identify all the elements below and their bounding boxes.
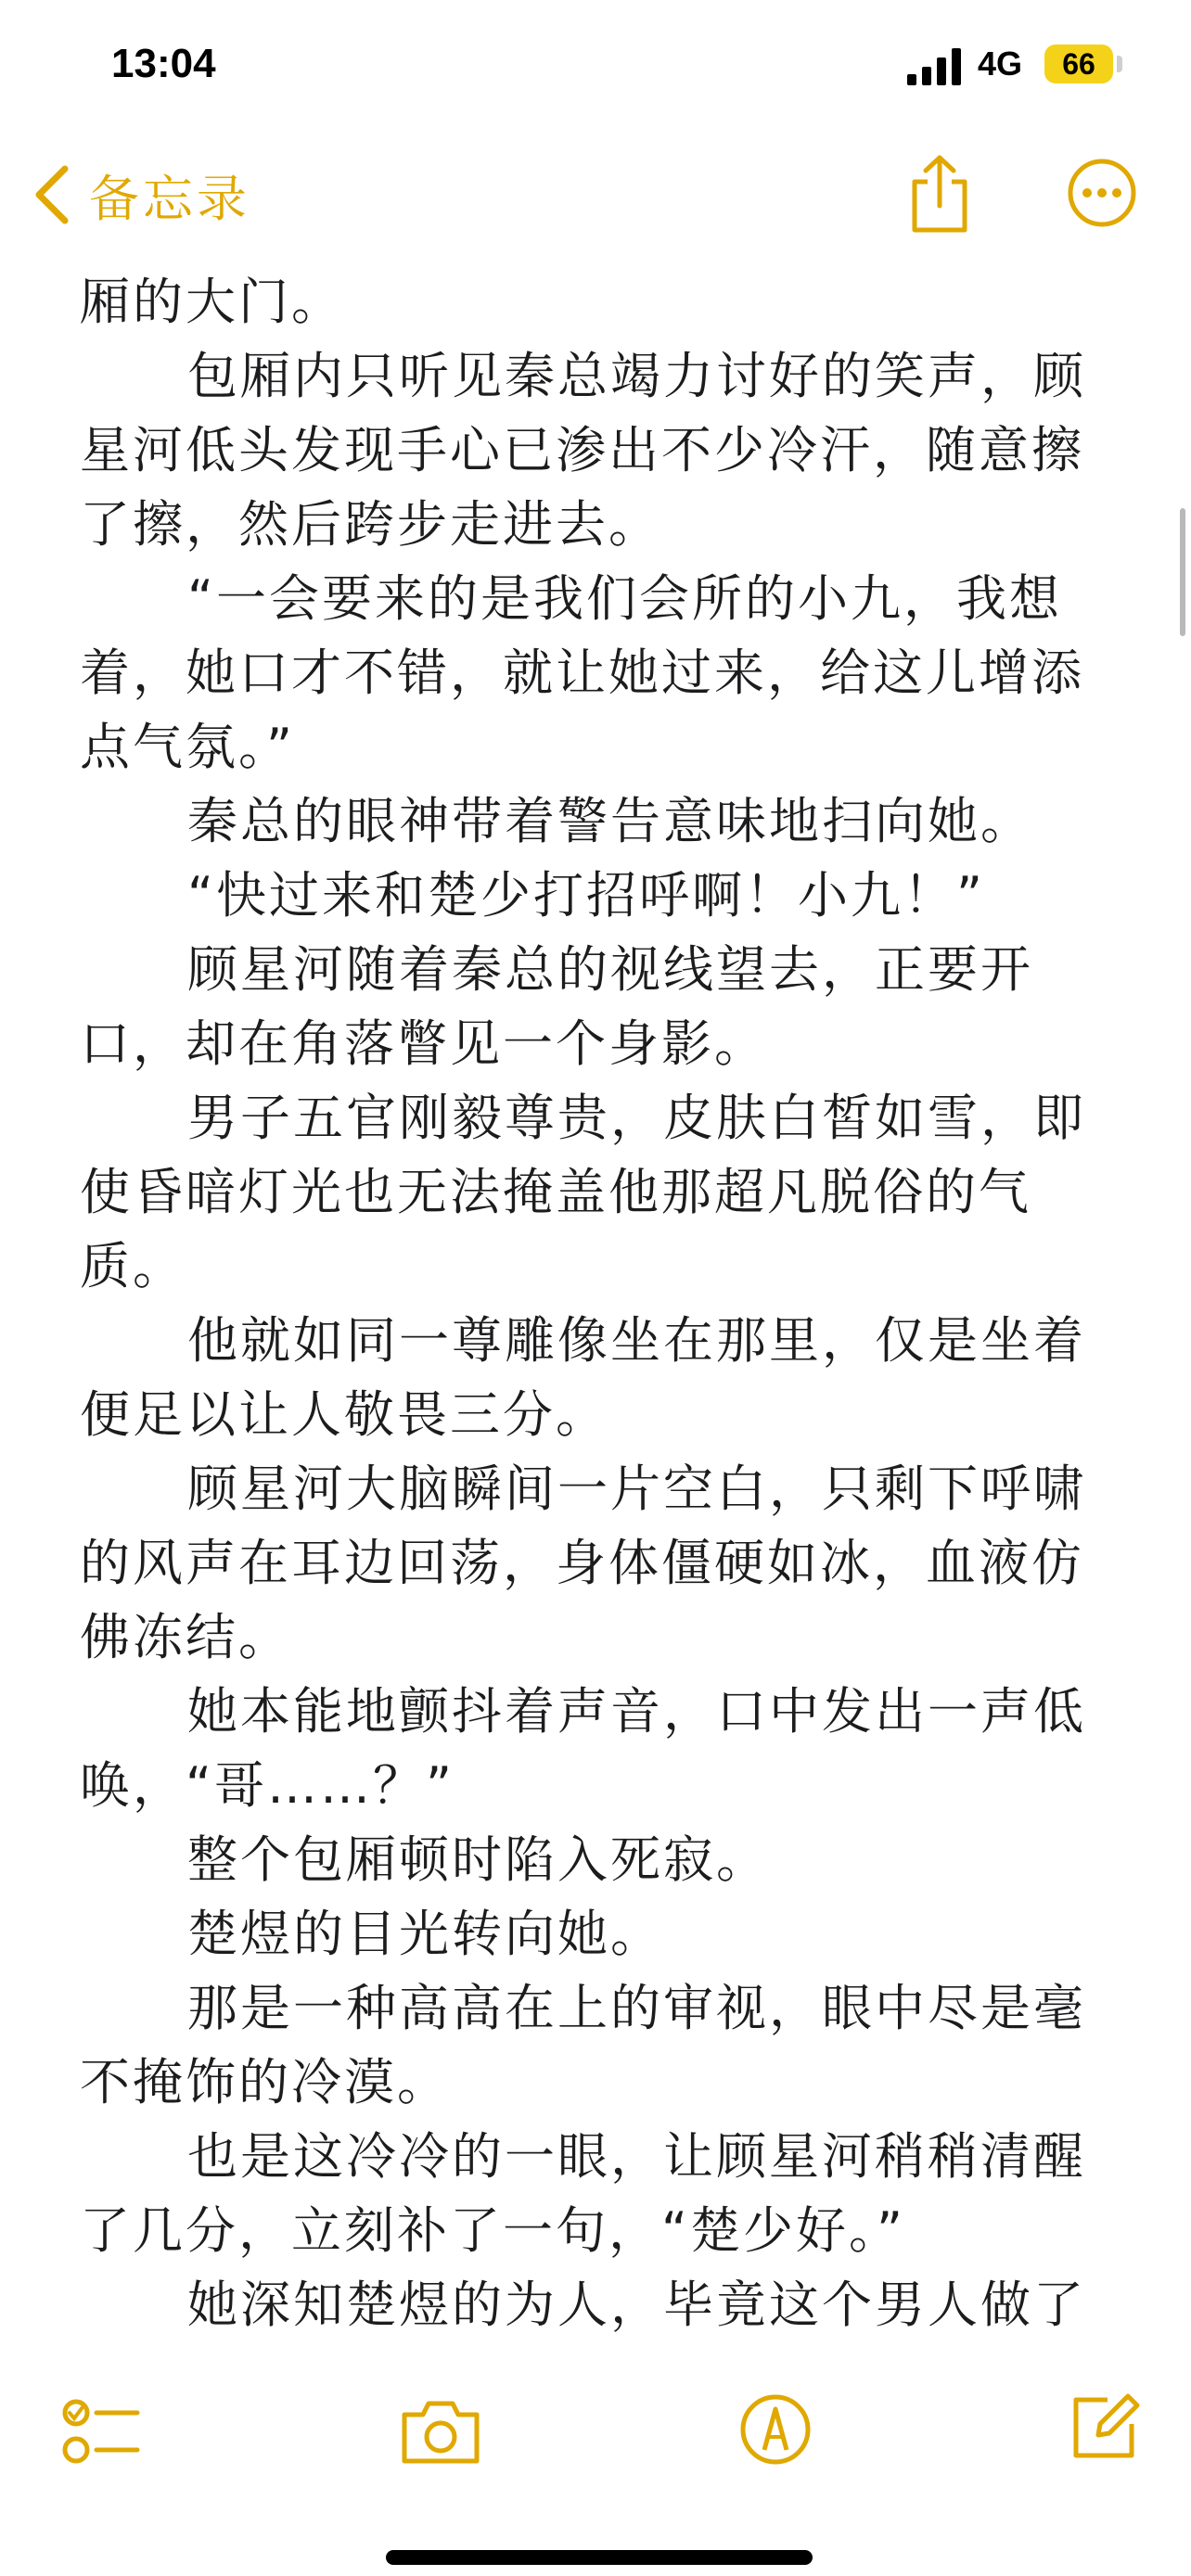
compose-icon[interactable] (1067, 2391, 1141, 2465)
checklist-icon[interactable] (61, 2392, 141, 2472)
note-paragraph: 顾星河大脑瞬间一片空白，只剩下呼啸的风声在耳边回荡，身体僵硬如冰，血液仿佛冻结。 (80, 1460, 1086, 1666)
home-indicator[interactable] (386, 2550, 813, 2565)
note-paragraph: 也是这冷冷的一眼，让顾星河稍稍清醒了几分，立刻补了一句，“楚少好。” (80, 2127, 1086, 2260)
more-icon[interactable] (1067, 158, 1137, 228)
note-paragraph: “快过来和楚少打招呼啊！小九！” (187, 866, 985, 925)
status-time: 13:04 (111, 41, 216, 86)
camera-icon[interactable] (399, 2396, 482, 2467)
share-icon[interactable] (907, 154, 972, 234)
nav-bar (0, 139, 1191, 250)
note-paragraph: 男子五官刚毅尊贵，皮肤白皙如雪，即使昏暗灯光也无法掩盖他那超凡脱俗的气质。 (80, 1089, 1086, 1295)
network-type: 4G (978, 45, 1023, 83)
note-paragraph: “一会要来的是我们会所的小九，我想着，她口才不错，就让她过来，给这儿增添点气氛。” (80, 569, 1084, 776)
markup-pen-icon[interactable] (738, 2392, 813, 2467)
note-paragraph: 楚煜的目光转向她。 (187, 1905, 663, 1963)
status-bar (0, 0, 1191, 139)
chevron-left-icon (33, 165, 70, 224)
note-body[interactable] (80, 265, 1128, 2342)
note-paragraph: 整个包厢顿时陷入死寂。 (187, 1830, 769, 1889)
note-paragraph: 秦总的眼神带着警告意味地扫向她。 (187, 792, 1033, 850)
back-button[interactable] (33, 161, 250, 228)
note-paragraph: 她深知楚煜的为人，毕竟这个男人做了 (187, 2276, 1086, 2334)
bottom-toolbar (0, 2355, 1191, 2576)
cellular-signal-icon (907, 48, 963, 85)
back-label: 备忘录 (89, 169, 250, 228)
battery-cap (1117, 56, 1122, 72)
note-paragraph: 他就如同一尊雕像坐在那里，仅是坐着便足以让人敬畏三分。 (80, 1311, 1086, 1444)
note-paragraph: 那是一种高高在上的审视，眼中尽是毫不掩饰的冷漠。 (80, 1979, 1086, 2111)
note-paragraph: 厢的大门。 (80, 273, 344, 331)
note-paragraph: 她本能地颤抖着声音，口中发出一声低唤，“哥……？” (80, 1682, 1086, 1815)
note-paragraph: 顾星河随着秦总的视线望去，正要开口，却在角落瞥见一个身影。 (80, 940, 1033, 1073)
battery-level: 66 (1044, 45, 1113, 83)
scroll-indicator[interactable] (1180, 508, 1185, 636)
note-paragraph: 包厢内只听见秦总竭力讨好的笑声，顾星河低头发现手心已渗出不少冷汗，随意擦了擦，然后跨步走进去。 (80, 347, 1086, 554)
